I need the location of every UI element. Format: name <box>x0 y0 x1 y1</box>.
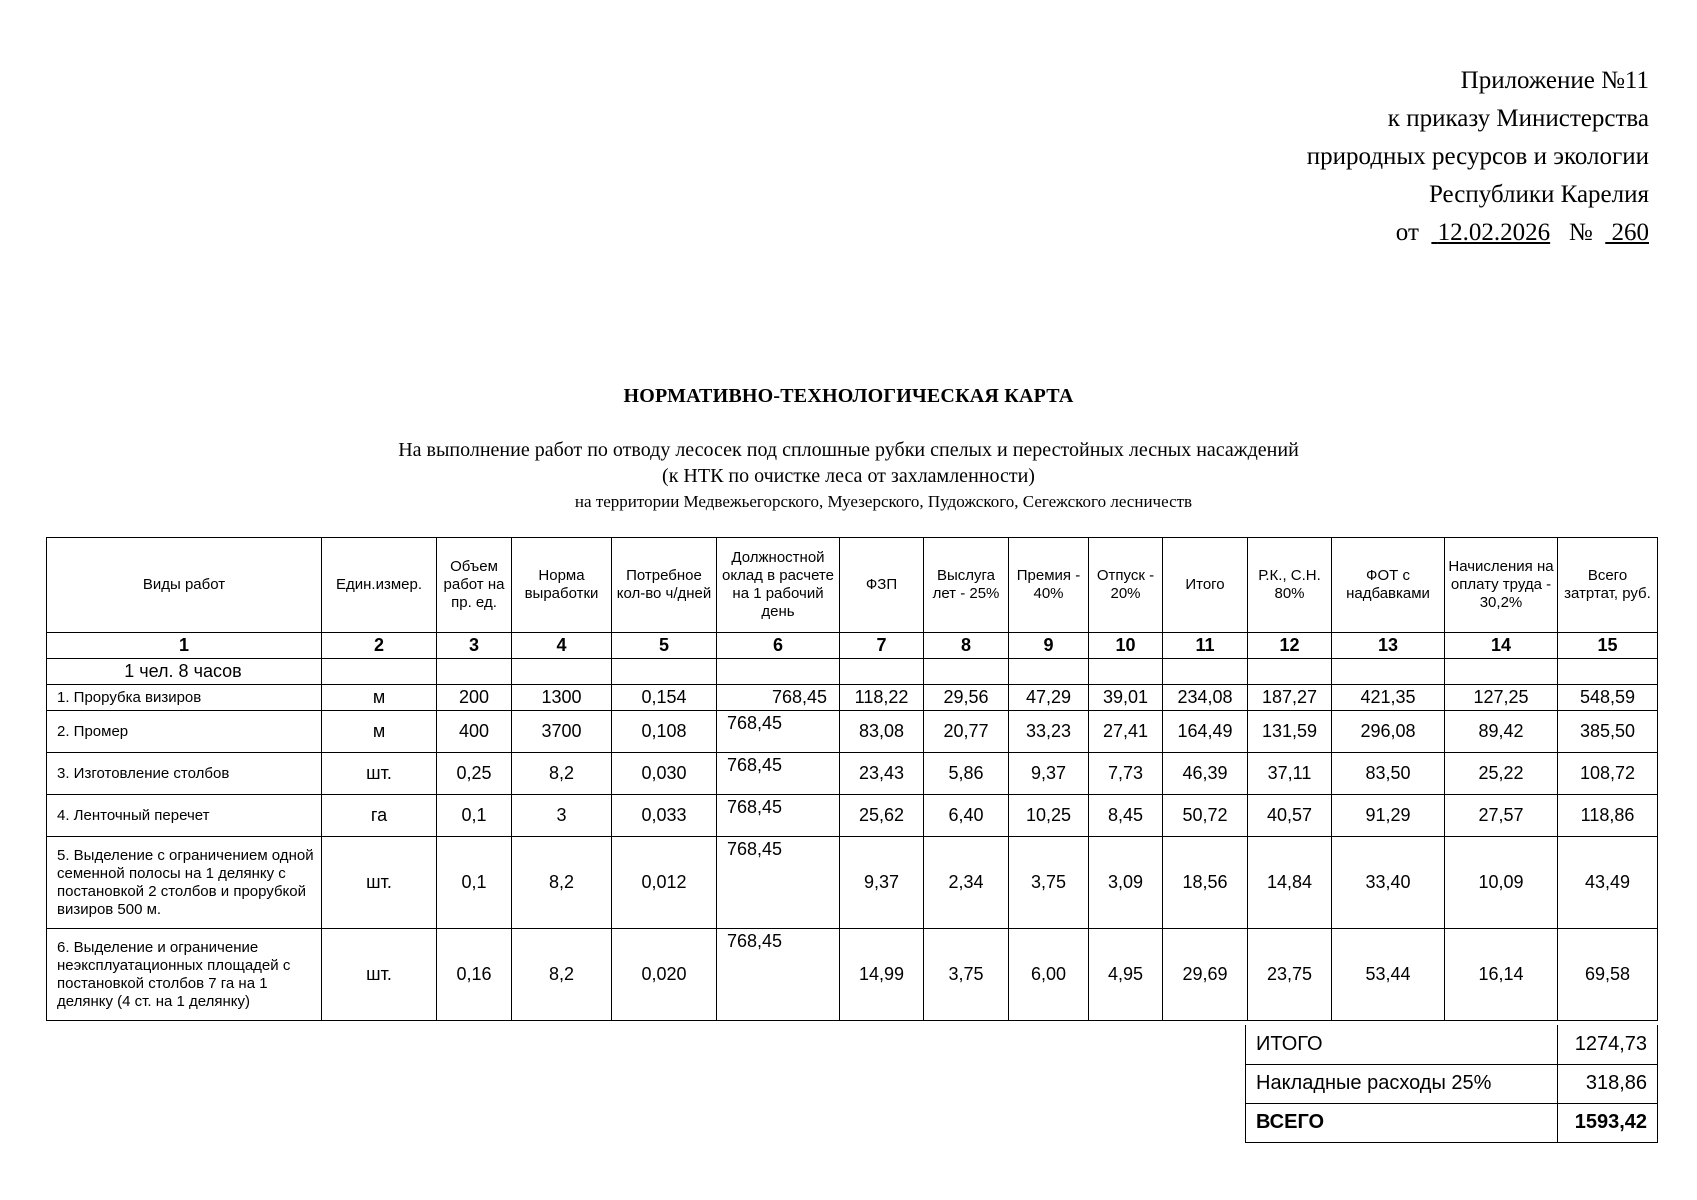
appendix-date-line <box>1307 214 1649 252</box>
itogo-label: ИТОГО <box>1246 1025 1558 1064</box>
vsego-row <box>1246 1103 1658 1142</box>
seniority-cell: 5,86 <box>924 753 1009 795</box>
days-cell: 0,030 <box>612 753 717 795</box>
table-header-row <box>47 538 1658 633</box>
regional-cell: 37,11 <box>1248 753 1332 795</box>
column-number-row <box>47 633 1658 659</box>
volume-cell: 400 <box>437 711 512 753</box>
charges-cell: 27,57 <box>1445 795 1558 837</box>
volume-cell: 0,16 <box>437 929 512 1021</box>
column-number: 3 <box>437 633 512 659</box>
column-number: 14 <box>1445 633 1558 659</box>
column-number: 13 <box>1332 633 1445 659</box>
work-name: 1. Прорубка визиров <box>47 685 322 711</box>
unit-cell: га <box>322 795 437 837</box>
days-cell: 0,154 <box>612 685 717 711</box>
header-cell: Норма выработки <box>512 538 612 633</box>
work-name: 2. Промер <box>47 711 322 753</box>
bonus-cell: 33,23 <box>1009 711 1089 753</box>
appendix-header <box>1307 62 1649 252</box>
regional-cell: 187,27 <box>1248 685 1332 711</box>
total-cost-cell: 548,59 <box>1558 685 1658 711</box>
subtotal-cell: 18,56 <box>1163 837 1248 929</box>
vacation-cell: 27,41 <box>1089 711 1163 753</box>
table-row <box>47 753 1658 795</box>
volume-cell: 0,1 <box>437 837 512 929</box>
number-sign: № <box>1568 219 1593 246</box>
days-cell: 0,020 <box>612 929 717 1021</box>
header-cell: Объем работ на пр. ед. <box>437 538 512 633</box>
fzp-cell: 25,62 <box>840 795 924 837</box>
days-cell: 0,033 <box>612 795 717 837</box>
document-title: НОРМАТИВНО-ТЕХНОЛОГИЧЕСКАЯ КАРТА <box>623 385 1074 407</box>
column-number: 9 <box>1009 633 1089 659</box>
fzp-cell: 14,99 <box>840 929 924 1021</box>
vacation-cell: 8,45 <box>1089 795 1163 837</box>
seniority-cell: 3,75 <box>924 929 1009 1021</box>
payroll-cell: 421,35 <box>1332 685 1445 711</box>
header-cell: Премия - 40% <box>1009 538 1089 633</box>
payroll-cell: 53,44 <box>1332 929 1445 1021</box>
column-number: 8 <box>924 633 1009 659</box>
table-row <box>47 837 1658 929</box>
fzp-cell: 23,43 <box>840 753 924 795</box>
table-row <box>47 795 1658 837</box>
fzp-cell: 118,22 <box>840 685 924 711</box>
unit-cell: шт. <box>322 837 437 929</box>
subtotal-cell: 29,69 <box>1163 929 1248 1021</box>
vacation-cell: 4,95 <box>1089 929 1163 1021</box>
work-name: 6. Выделение и ограничение неэксплуатационных площадей с постановкой столбов 7 га на 1 делянку (4 ст. на 1 делянку) <box>47 929 322 1021</box>
volume-cell: 0,1 <box>437 795 512 837</box>
total-cost-cell: 118,86 <box>1558 795 1658 837</box>
table-row <box>47 929 1658 1021</box>
appendix-ministry-line: природных ресурсов и экологии <box>1306 143 1649 170</box>
bonus-cell: 3,75 <box>1009 837 1089 929</box>
column-number: 4 <box>512 633 612 659</box>
regional-cell: 23,75 <box>1248 929 1332 1021</box>
seniority-cell: 29,56 <box>924 685 1009 711</box>
overhead-row <box>1246 1064 1658 1103</box>
table-row <box>47 685 1658 711</box>
bonus-cell: 6,00 <box>1009 929 1089 1021</box>
salary-cell: 768,45 <box>717 795 840 837</box>
payroll-cell: 33,40 <box>1332 837 1445 929</box>
unit-cell: м <box>322 711 437 753</box>
vsego-value: 1593,42 <box>1558 1103 1658 1142</box>
header-cell: Итого <box>1163 538 1248 633</box>
column-number: 5 <box>612 633 717 659</box>
appendix-number: Приложение №11 <box>1460 67 1649 94</box>
volume-cell: 0,25 <box>437 753 512 795</box>
header-cell: Потребное кол-во ч/дней <box>612 538 717 633</box>
regional-cell: 14,84 <box>1248 837 1332 929</box>
vsego-label: ВСЕГО <box>1246 1103 1558 1142</box>
crew-label: 1 чел. 8 часов <box>47 659 322 685</box>
bonus-cell: 10,25 <box>1009 795 1089 837</box>
work-name: 4. Ленточный перечет <box>47 795 322 837</box>
column-number: 1 <box>47 633 322 659</box>
norm-cell: 8,2 <box>512 929 612 1021</box>
total-cost-cell: 43,49 <box>1558 837 1658 929</box>
seniority-cell: 2,34 <box>924 837 1009 929</box>
days-cell: 0,012 <box>612 837 717 929</box>
total-cost-cell: 108,72 <box>1558 753 1658 795</box>
header-cell: Р.К., С.Н. 80% <box>1248 538 1332 633</box>
column-number: 6 <box>717 633 840 659</box>
bonus-cell: 47,29 <box>1009 685 1089 711</box>
work-name: 3. Изготовление столбов <box>47 753 322 795</box>
column-number: 11 <box>1163 633 1248 659</box>
order-date: 12.02.2026 <box>1437 219 1551 246</box>
seniority-cell: 6,40 <box>924 795 1009 837</box>
regional-cell: 131,59 <box>1248 711 1332 753</box>
bonus-cell: 9,37 <box>1009 753 1089 795</box>
vacation-cell: 7,73 <box>1089 753 1163 795</box>
unit-cell: м <box>322 685 437 711</box>
total-cost-cell: 69,58 <box>1558 929 1658 1021</box>
header-cell: Отпуск - 20% <box>1089 538 1163 633</box>
itogo-value: 1274,73 <box>1558 1025 1658 1064</box>
table-row <box>47 711 1658 753</box>
subtotal-cell: 234,08 <box>1163 685 1248 711</box>
charges-cell: 16,14 <box>1445 929 1558 1021</box>
column-number: 15 <box>1558 633 1658 659</box>
unit-cell: шт. <box>322 753 437 795</box>
header-cell: Должностной оклад в расчете на 1 рабочий день <box>717 538 840 633</box>
header-cell: Выслуга лет - 25% <box>924 538 1009 633</box>
crew-row <box>47 659 1658 685</box>
seniority-cell: 20,77 <box>924 711 1009 753</box>
fzp-cell: 83,08 <box>840 711 924 753</box>
header-cell: Един.измер. <box>322 538 437 633</box>
header-cell: ФОТ с надбавками <box>1332 538 1445 633</box>
salary-cell: 768,45 <box>717 929 840 1021</box>
document-subtitle <box>0 437 1697 515</box>
date-prefix: от <box>1395 219 1419 246</box>
salary-cell: 768,45 <box>717 753 840 795</box>
subtitle-line-1: На выполнение работ по отводу лесосек под сплошные рубки спелых и перестойных лесных насаждений <box>398 439 1299 461</box>
charges-cell: 25,22 <box>1445 753 1558 795</box>
charges-cell: 127,25 <box>1445 685 1558 711</box>
norm-cell: 1300 <box>512 685 612 711</box>
work-name: 5. Выделение с ограничением одной семенной полосы на 1 делянку с постановкой 2 столбов и прорубкой визиров 500 м. <box>47 837 322 929</box>
norm-cell: 8,2 <box>512 837 612 929</box>
salary-cell: 768,45 <box>717 837 840 929</box>
order-number: 260 <box>1611 219 1649 246</box>
norm-cell: 8,2 <box>512 753 612 795</box>
days-cell: 0,108 <box>612 711 717 753</box>
subtitle-line-2: (к НТК по очистке леса от захламленности) <box>662 465 1035 487</box>
totals-table <box>1245 1025 1658 1143</box>
header-cell: Всего затртат, руб. <box>1558 538 1658 633</box>
header-cell: Виды работ <box>47 538 322 633</box>
appendix-order-line: к приказу Министерства <box>1387 105 1649 132</box>
unit-cell: шт. <box>322 929 437 1021</box>
column-number: 7 <box>840 633 924 659</box>
subtotal-cell: 164,49 <box>1163 711 1248 753</box>
norm-cell: 3700 <box>512 711 612 753</box>
charges-cell: 89,42 <box>1445 711 1558 753</box>
header-cell: ФЗП <box>840 538 924 633</box>
payroll-cell: 296,08 <box>1332 711 1445 753</box>
charges-cell: 10,09 <box>1445 837 1558 929</box>
regional-cell: 40,57 <box>1248 795 1332 837</box>
appendix-republic-line: Республики Карелия <box>1428 181 1649 208</box>
salary-cell: 768,45 <box>717 685 840 711</box>
vacation-cell: 39,01 <box>1089 685 1163 711</box>
itogo-row <box>1246 1025 1658 1064</box>
payroll-cell: 91,29 <box>1332 795 1445 837</box>
payroll-cell: 83,50 <box>1332 753 1445 795</box>
column-number: 2 <box>322 633 437 659</box>
header-cell: Начисления на оплату труда - 30,2% <box>1445 538 1558 633</box>
total-cost-cell: 385,50 <box>1558 711 1658 753</box>
subtotal-cell: 50,72 <box>1163 795 1248 837</box>
volume-cell: 200 <box>437 685 512 711</box>
overhead-label: Накладные расходы 25% <box>1246 1064 1558 1103</box>
norm-cell: 3 <box>512 795 612 837</box>
column-number: 10 <box>1089 633 1163 659</box>
vacation-cell: 3,09 <box>1089 837 1163 929</box>
overhead-value: 318,86 <box>1558 1064 1658 1103</box>
subtotal-cell: 46,39 <box>1163 753 1248 795</box>
column-number: 12 <box>1248 633 1332 659</box>
salary-cell: 768,45 <box>717 711 840 753</box>
fzp-cell: 9,37 <box>840 837 924 929</box>
subtitle-line-3: на территории Медвежьегорского, Муезерского, Пудожского, Сегежского лесничеств <box>574 492 1193 511</box>
norms-table <box>46 537 1658 1021</box>
